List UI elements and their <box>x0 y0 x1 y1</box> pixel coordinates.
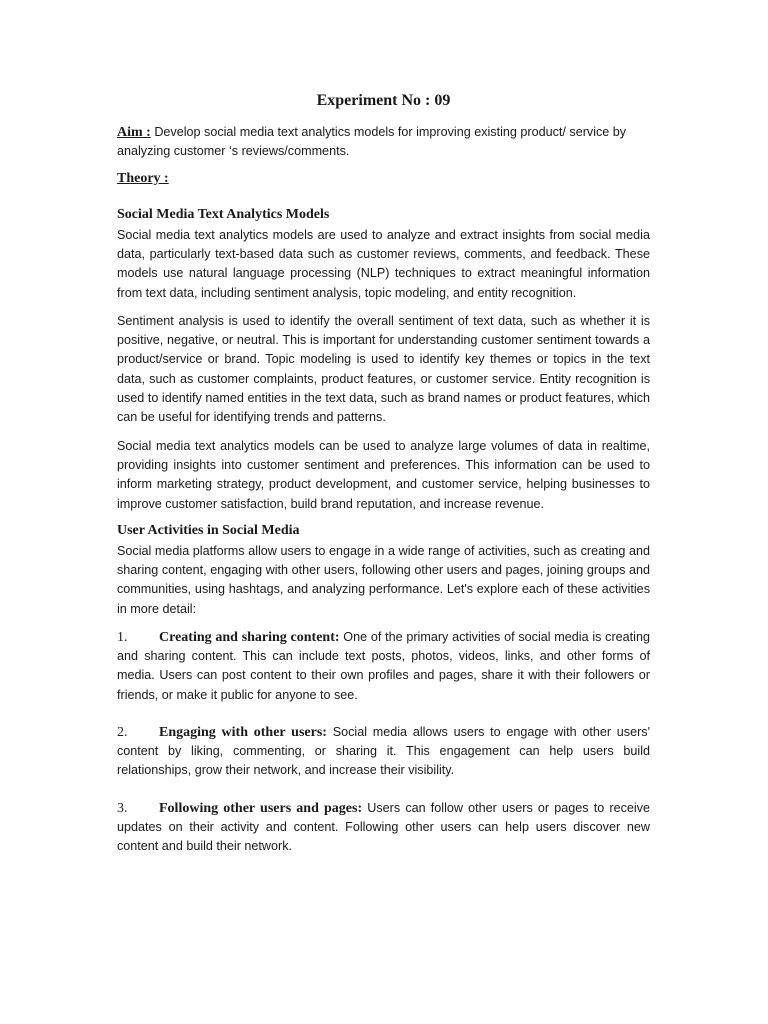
list-item-number: 1. <box>117 630 128 645</box>
list-item-text: Social media allows users to engage with other users' content by liking, commenting, or sharing it. This engagement can help users build relationships, grow their network, and increase their visibility. <box>117 725 650 778</box>
paragraph-2: Sentiment analysis is used to identify the overall sentiment of text data, such as whether it is positive, negative, or neutral. This is important for understanding customer sentiment towards a product/service or brand. Topic modeling is used to identify key themes or topics in the text data, such as customer complaints, product features, or customer service. Entity recognition is used to identify named entities in the text data, such as brand names or product features, which can be useful for identifying trends and patterns. <box>117 314 650 425</box>
document-title: Experiment No : 09 <box>316 92 451 109</box>
aim-text: Develop social media text analytics models for improving existing product/ service by analyzing customer ‘s reviews/comments. <box>117 125 627 158</box>
paragraph-1: Social media text analytics models are used to analyze and extract insights from social media data, particularly text-based data such as customer reviews, comments, and feedback. These models use natural language processing (NLP) techniques to extract meaningful information from text data, including sentiment analysis, topic modeling, and entity recognition. <box>117 228 650 300</box>
list-item-term: Following other users and pages: <box>159 801 363 816</box>
aim-label: Aim : <box>117 125 151 140</box>
paragraph-user-activities-intro: Social media platforms allow users to engage in a wide range of activities, such as creating and sharing content, engaging with other users, following other users and pages, joining groups and communities, using hashtags, and analyzing performance. Let's explore each of these activities in more detail: <box>117 544 650 616</box>
section-heading-text-analytics: Social Media Text Analytics Models <box>117 207 330 222</box>
list-item-number: 2. <box>117 725 128 740</box>
list-item <box>117 799 650 857</box>
list-item-number: 3. <box>117 801 128 816</box>
list-item-text: Users can follow other users or pages to receive updates on their activity and content. Following other users can help users discover new content and build their network. <box>117 801 650 854</box>
theory-label: Theory : <box>117 171 169 186</box>
paragraph-3: Social media text analytics models can be used to analyze large volumes of data in realtime, providing insights into customer sentiment and preferences. This information can be used to inform marketing strategy, product development, and customer service, helping businesses to improve customer satisfaction, build brand reputation, and increase revenue. <box>117 439 650 511</box>
list-item <box>117 628 650 705</box>
list-item <box>117 723 650 781</box>
section-heading-user-activities: User Activities in Social Media <box>117 523 300 538</box>
aim-paragraph <box>117 123 650 161</box>
list-item-text: One of the primary activities of social media is creating and sharing content. This can include text posts, photos, videos, links, and other forms of media. Users can post content to their own profiles and pages, share it with their followers or friends, or make it public for anyone to see. <box>117 630 650 702</box>
list-item-term: Engaging with other users: <box>159 725 327 740</box>
list-item-term: Creating and sharing content: <box>159 630 340 645</box>
